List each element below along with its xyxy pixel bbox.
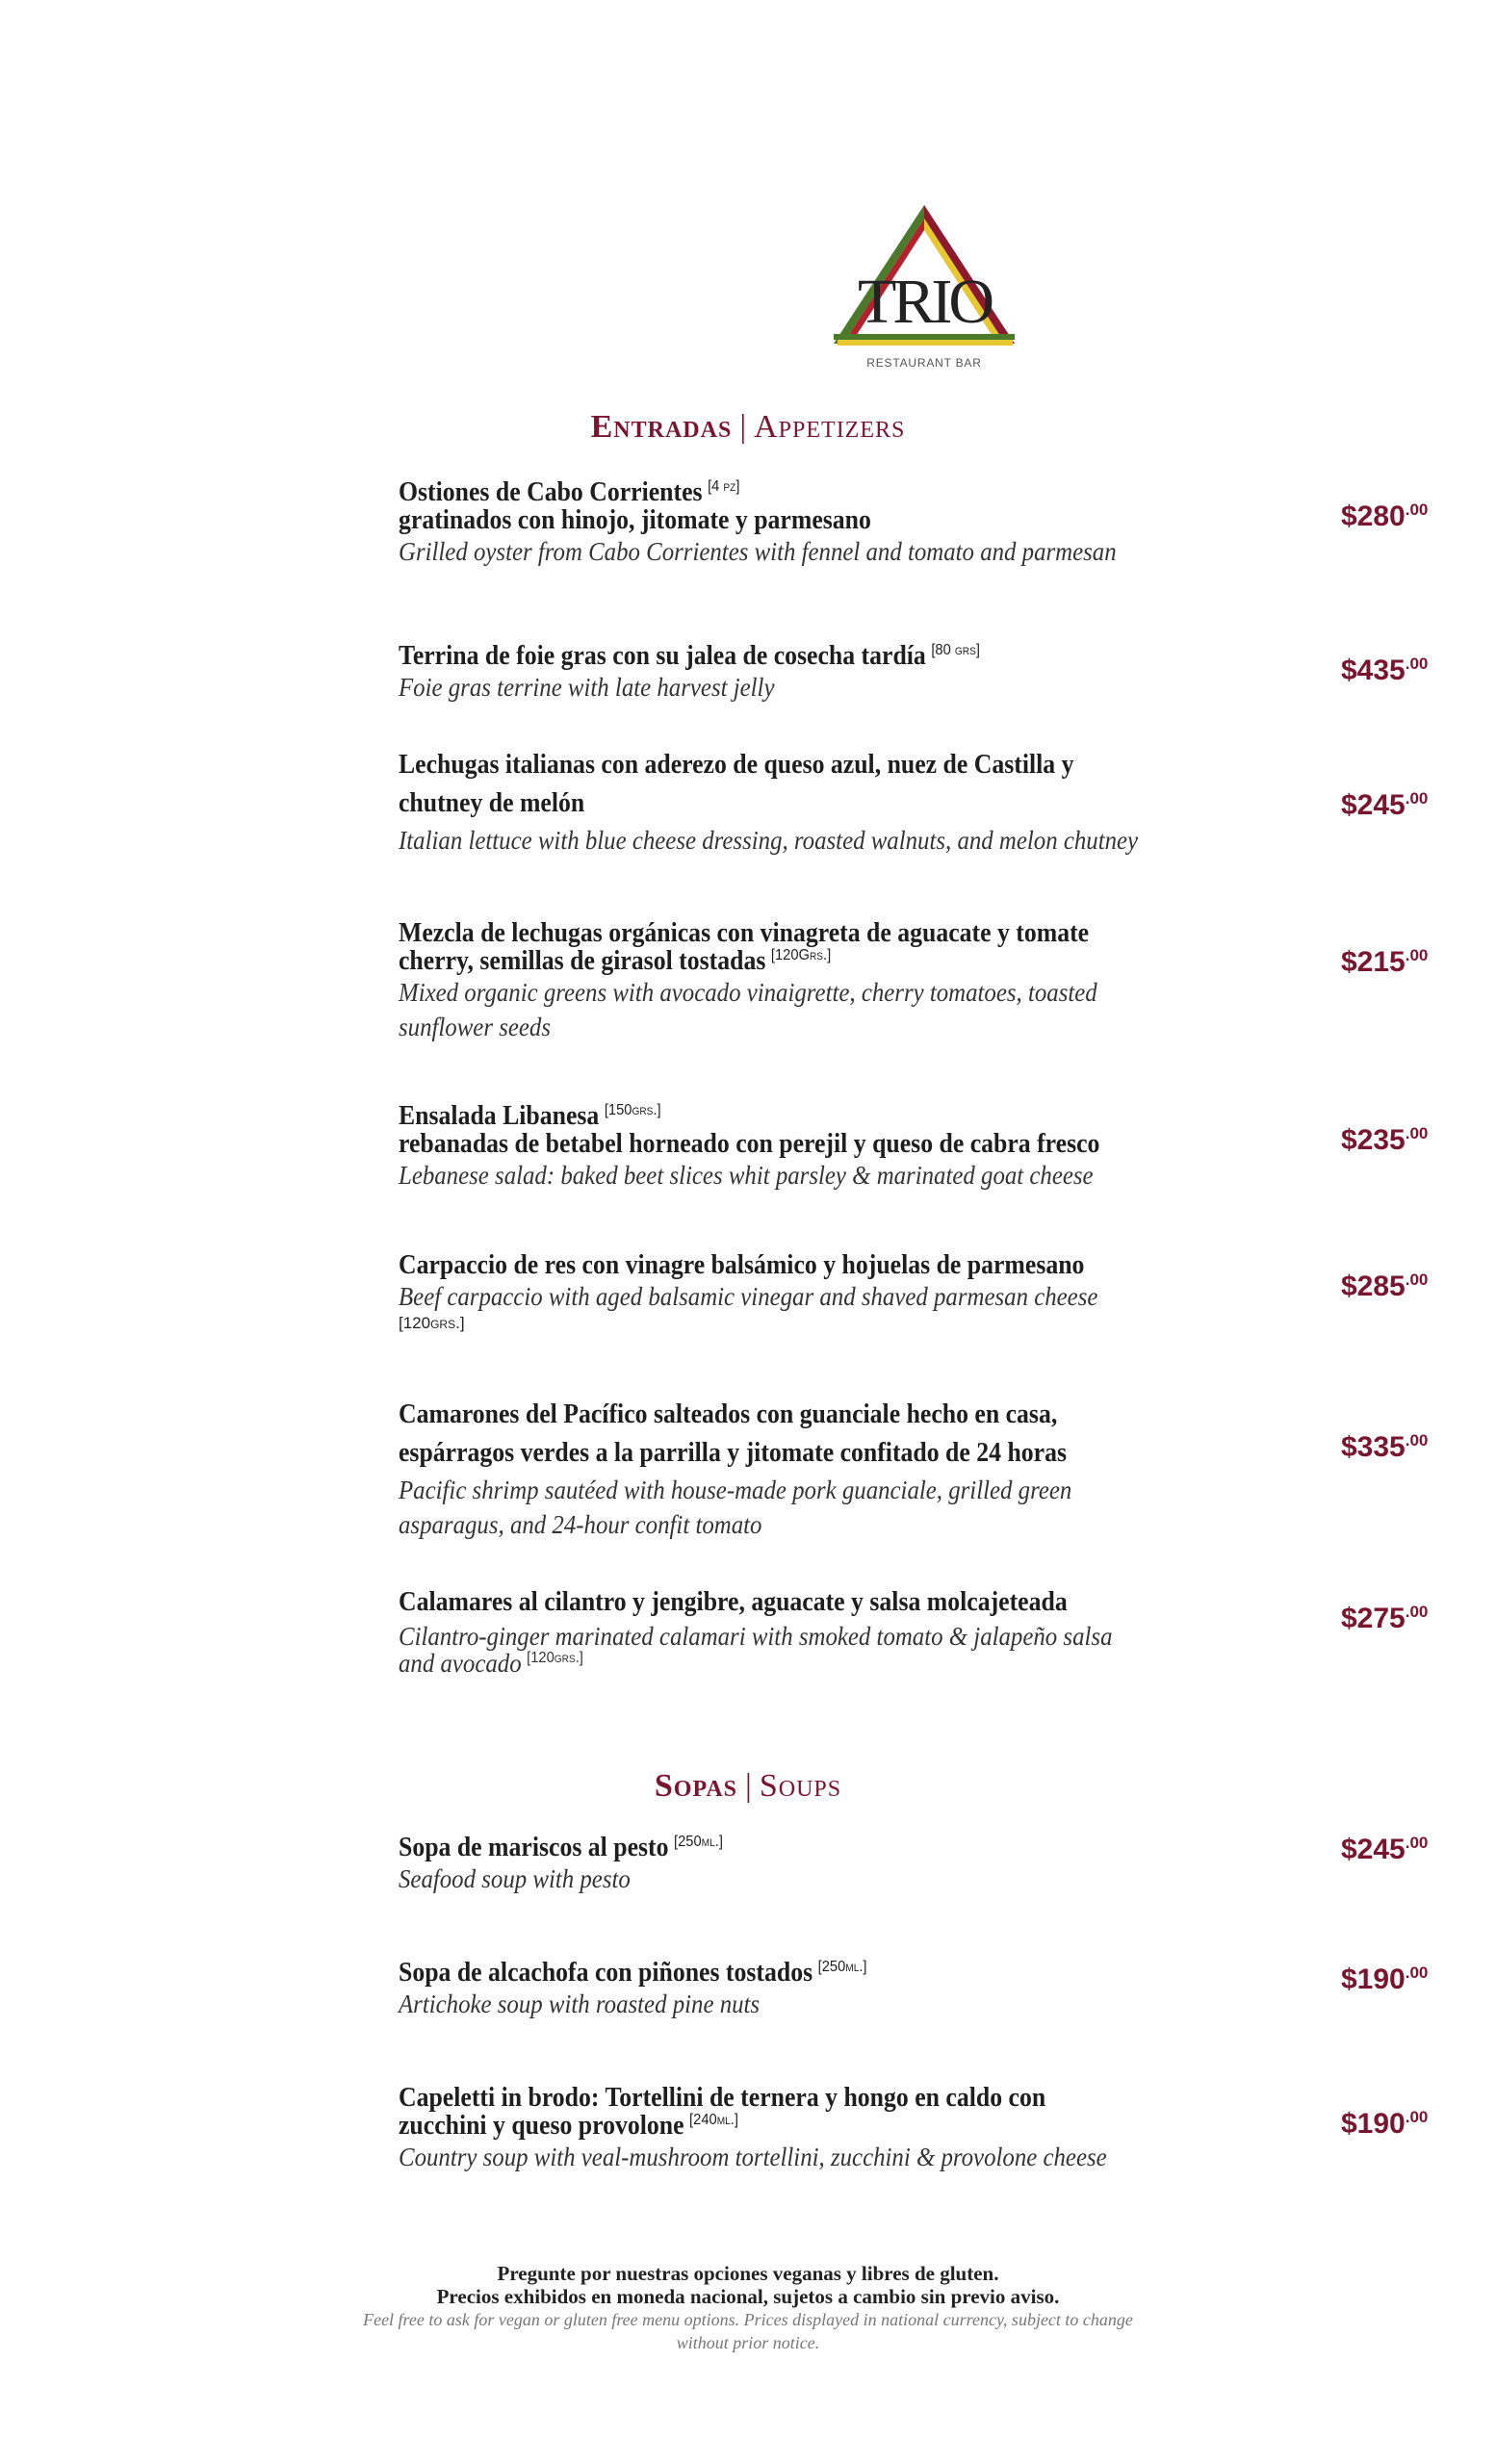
section-title-soups: Sopas | Soups — [654, 1768, 842, 1804]
menu-item: Carpaccio de res con vinagre balsámico y hojuelas de parmesano Beef carpaccio with aged balsamic vinegar and shaved parmesan cheese [120grs.] — [399, 1250, 1098, 1332]
price: $\$280^{.00}$ — [1341, 500, 1429, 532]
menu-item: Capeletti in brodo: Tortellini de ternera y hongo en caldo con zucchini y queso provolone [240ml.] Country soup with veal-mushroom tortellini, zucchini & provolone cheese — [399, 2083, 1107, 2171]
menu-item: Sopa de mariscos al pesto [250ml.] Seafood soup with pesto — [399, 1833, 723, 1893]
menu-item: Terrina de foie gras con su jalea de cosecha tardía [80 grs] Foie gras terrine with late harvest jelly — [399, 641, 980, 702]
footer-note-prices: Precios exhibidos en moneda nacional, sujetos a cambio sin previo aviso. — [436, 2285, 1060, 2308]
footer-note-english: Feel free to ask for vegan or gluten free menu options. Prices displayed in national currency, subject to change without prior notice. — [363, 2310, 1133, 2352]
menu-item: Lechugas italianas con aderezo de queso azul, nuez de Castilla y chutney de melón Italian lettuce with blue cheese dressing, roasted walnuts, and melon chutney — [399, 750, 1139, 855]
price: $\$190^{.00}$ — [1341, 1964, 1429, 1995]
price: $\$215^{.00}$ — [1341, 946, 1429, 978]
trio-logo — [828, 197, 1020, 375]
menu-item: Sopa de alcachofa con piñones tostados [250ml.] Artichoke soup with roasted pine nuts — [399, 1958, 867, 2018]
svg-text:TRIO: TRIO — [858, 267, 991, 337]
footer-note-vegan: Pregunte por nuestras opciones veganas y libres de gluten. — [497, 2262, 999, 2285]
menu-footer — [0, 2262, 1496, 2354]
section-title-appetizers: Entradas | Appetizers — [590, 409, 906, 445]
menu-item: Calamares al cilantro y jengibre, aguacate y salsa molcajeteada Cilantro-ginger marinated calamari with smoked tomato & jalapeño salsa and avocado [120grs.] — [399, 1587, 1113, 1678]
price: $\$285^{.00}$ — [1341, 1270, 1429, 1302]
logo-subtitle: RESTAURANT BAR — [866, 356, 982, 370]
price: $\$245^{.00}$ — [1341, 789, 1429, 821]
price: $\$335^{.00}$ — [1341, 1431, 1429, 1463]
menu-item: Camarones del Pacífico salteados con guanciale hecho en casa, espárragos verdes a la parrilla y jitomate confitado de 24 horas Pacific shrimp sautéed with house-made pork guanciale, grilled green asparagus, and 24-hour confit tomato — [399, 1399, 1072, 1539]
triangle-logo-icon — [828, 197, 1020, 351]
price: $\$435^{.00}$ — [1341, 654, 1429, 686]
menu-item: Ensalada Libanesa [150grs.] rebanadas de betabel horneado con perejil y queso de cabra fresco Lebanese salad: baked beet slices whit parsley & marinated goat cheese — [399, 1101, 1100, 1190]
price: $\$235^{.00}$ — [1341, 1124, 1429, 1156]
price: $\$275^{.00}$ — [1341, 1603, 1429, 1634]
price: $\$245^{.00}$ — [1341, 1834, 1429, 1865]
menu-item: Ostiones de Cabo Corrientes [4 pz] gratinados con hinojo, jitomate y parmesano Grilled oyster from Cabo Corrientes with fennel and tomato and parmesan — [399, 477, 1117, 566]
menu-item: Mezcla de lechugas orgánicas con vinagreta de aguacate y tomate cherry, semillas de girasol tostadas [120Grs.] Mixed organic greens with avocado vinaigrette, cherry tomatoes, toasted sunflower seeds — [399, 918, 1097, 1041]
price: $\$190^{.00}$ — [1341, 2108, 1429, 2140]
